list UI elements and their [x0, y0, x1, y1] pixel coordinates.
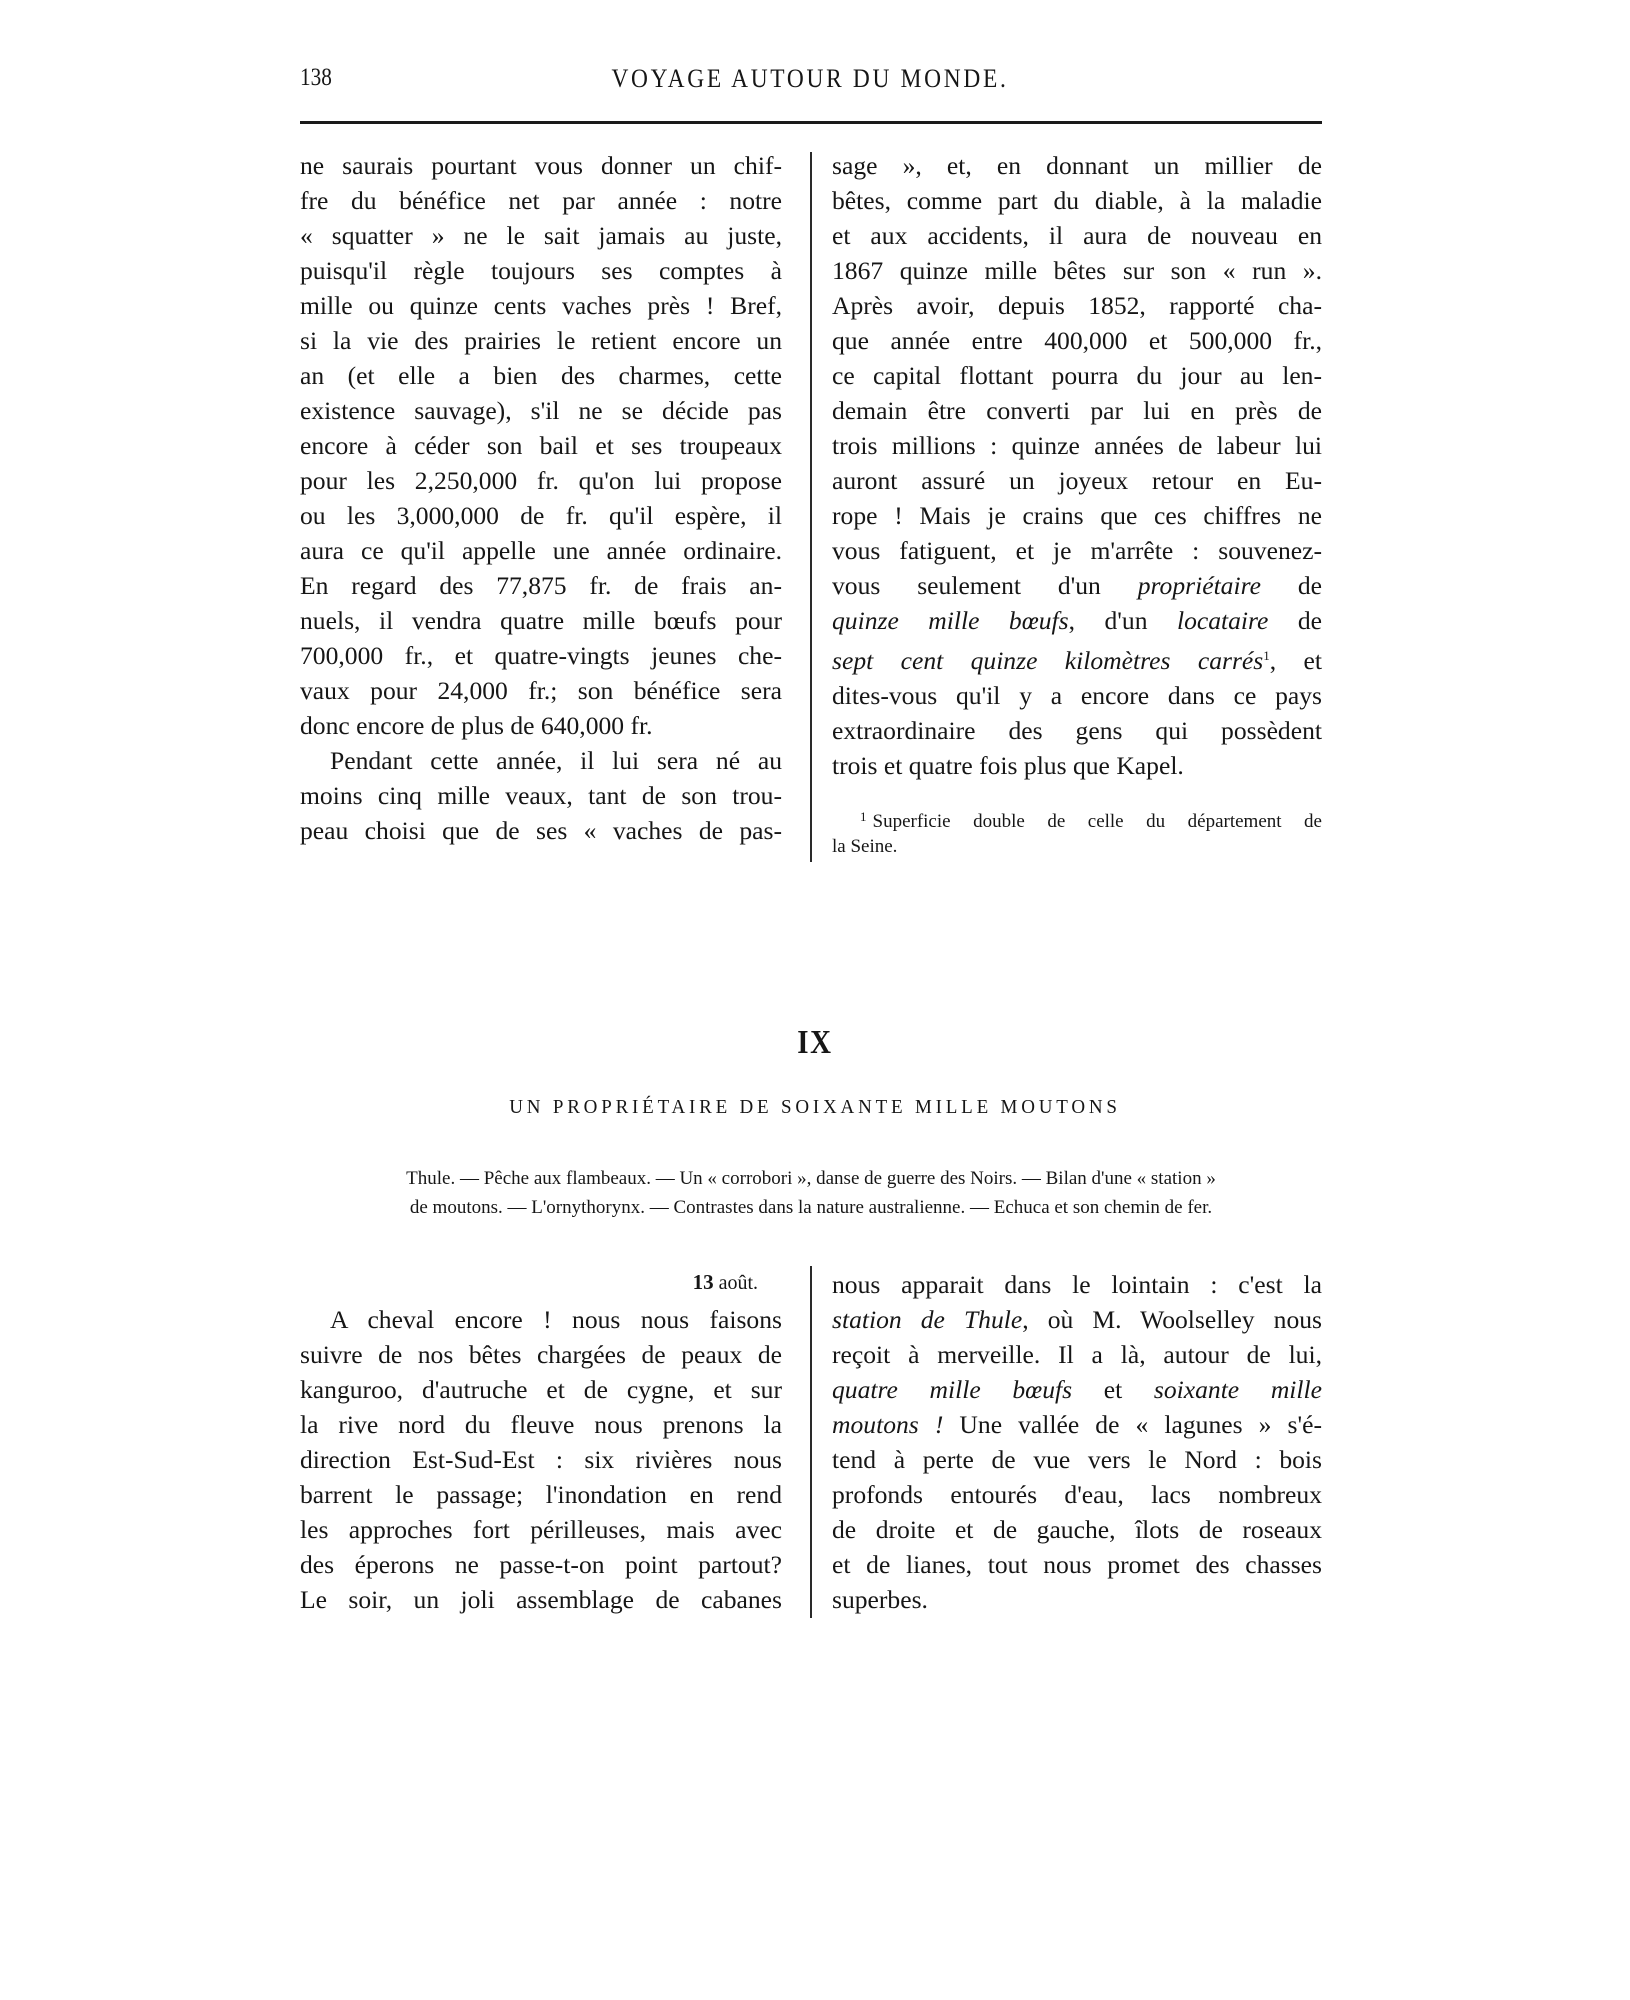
text-line: profonds entourés d'eau, lacs nombreux — [832, 1480, 1322, 1509]
italic-term: moutons ! — [832, 1410, 944, 1439]
text-line: existence sauvage), s'il ne se décide pas — [300, 396, 782, 425]
footnote-line: la Seine. — [832, 836, 898, 857]
paragraph — [300, 1302, 782, 1617]
italic-term: quinze mille bœufs — [832, 606, 1069, 635]
text-line: ne saurais pourtant vous donner un chif- — [300, 151, 782, 180]
paragraph — [300, 743, 782, 848]
column-divider — [810, 1266, 812, 1618]
chapter-number: IX — [797, 1024, 833, 1061]
text-line: si la vie des prairies le retient encore un — [300, 326, 782, 355]
text-line: suivre de nos bêtes chargées de peaux de — [300, 1340, 782, 1369]
text-line: les approches fort périlleuses, mais avec — [300, 1515, 782, 1544]
text-line: donc encore de plus de 640,000 fr. — [300, 711, 653, 740]
text-line: ce capital flottant pourra du jour au len- — [832, 361, 1322, 390]
text-line: barrent le passage; l'inondation en rend — [300, 1480, 782, 1509]
text-line — [832, 568, 1322, 603]
italic-term: soixante mille — [1153, 1375, 1322, 1404]
text-line: demain être converti par lui en près de — [832, 396, 1322, 425]
left-column-top — [300, 148, 782, 848]
footnote-line — [832, 804, 1322, 834]
text-line: 1867 quinze mille bêtes sur son « run ». — [832, 256, 1322, 285]
italic-term: sept cent quinze kilomètres carrés — [832, 646, 1264, 675]
paragraph — [300, 148, 782, 743]
date-month: août. — [718, 1272, 758, 1294]
text-line: des éperons ne passe-t-on point partout? — [300, 1550, 782, 1579]
date-day: 13 — [692, 1270, 714, 1294]
text-line: et aux accidents, il aura de nouveau en — [832, 221, 1322, 250]
text-line: reçoit à merveille. Il a là, autour de lui, — [832, 1340, 1322, 1369]
text-line: mille ou quinze cents vaches près ! Bref, — [300, 291, 782, 320]
text-line: an (et elle a bien des charmes, cette — [300, 361, 782, 390]
text-line: extraordinaire des gens qui possèdent — [832, 716, 1322, 745]
text-line: En regard des 77,875 fr. de frais an- — [300, 571, 782, 600]
text-line: trois et quatre fois plus que Kapel. — [832, 751, 1184, 780]
right-column-top — [832, 148, 1322, 783]
text-line: Après avoir, depuis 1852, rapporté cha- — [832, 291, 1322, 320]
text-line: kanguroo, d'autruche et de cygne, et sur — [300, 1375, 782, 1404]
text-line — [832, 638, 1322, 678]
text-line: direction Est-Sud-Est : six rivières nous — [300, 1445, 782, 1474]
right-column-bottom — [832, 1267, 1322, 1617]
italic-term: quatre mille bœufs — [832, 1375, 1073, 1404]
text-line: ou les 3,000,000 de fr. qu'il espère, il — [300, 501, 782, 530]
column-divider — [810, 152, 812, 862]
text-run: et — [1072, 1375, 1154, 1404]
text-line: moins cinq mille veaux, tant de son trou- — [300, 781, 782, 810]
text-line: que année entre 400,000 et 500,000 fr., — [832, 326, 1322, 355]
text-line: de droite et de gauche, îlots de roseaux — [832, 1515, 1322, 1544]
text-line: nous apparait dans le lointain : c'est la — [832, 1270, 1322, 1299]
text-run: , d'un — [1068, 606, 1177, 635]
footnote-text: Superficie double de celle du département de — [872, 811, 1322, 832]
text-line: tend à perte de vue vers le Nord : bois — [832, 1445, 1322, 1474]
page-number: 138 — [300, 64, 332, 91]
text-line: dites-vous qu'il y a encore dans ce pays — [832, 681, 1322, 710]
footnote-marker: 1 — [860, 809, 867, 824]
text-line — [832, 1372, 1322, 1407]
summary-line: Thule. — Pêche aux flambeaux. — Un « corrobori », danse de guerre des Noirs. — Bilan d'une « station » — [406, 1168, 1216, 1189]
text-line — [832, 1302, 1322, 1337]
running-title: VOYAGE AUTOUR DU MONDE. — [611, 64, 1009, 93]
text-run: Une vallée de « lagunes » s'é- — [943, 1410, 1322, 1439]
text-line: sage », et, en donnant un millier de — [832, 151, 1322, 180]
text-line: Pendant cette année, il lui sera né au — [330, 746, 782, 775]
text-line: et de lianes, tout nous promet des chasses — [832, 1550, 1322, 1579]
summary-line: de moutons. — L'ornythorynx. — Contrastes dans la nature australienne. — Echuca et son chemin de fer. — [409, 1197, 1213, 1218]
text-run: , où M. Woolselley nous — [1022, 1305, 1323, 1334]
text-line: aura ce qu'il appelle une année ordinaire. — [300, 536, 782, 565]
chapter-title: UN PROPRIÉTAIRE DE SOIXANTE MILLE MOUTONS — [509, 1096, 1121, 1118]
date-heading — [300, 1270, 758, 1295]
text-line: trois millions : quinze années de labeur lui — [832, 431, 1322, 460]
text-run: de — [1260, 571, 1322, 600]
text-run: , et — [1269, 646, 1322, 675]
text-run: vous seulement d'un — [832, 571, 1138, 600]
text-line: vaux pour 24,000 fr.; son bénéfice sera — [300, 676, 782, 705]
text-line: 700,000 fr., et quatre-vingts jeunes che- — [300, 641, 782, 670]
text-line: bêtes, comme part du diable, à la maladie — [832, 186, 1322, 215]
left-column-bottom — [300, 1302, 782, 1617]
italic-term: propriétaire — [1137, 571, 1261, 600]
running-head — [300, 64, 1320, 104]
footnote — [832, 804, 1322, 859]
text-line: puisqu'il règle toujours ses comptes à — [300, 256, 782, 285]
text-line: encore à céder son bail et ses troupeaux — [300, 431, 782, 460]
text-line: rope ! Mais je crains que ces chiffres ne — [832, 501, 1322, 530]
text-line: superbes. — [832, 1585, 928, 1614]
paragraph — [832, 148, 1322, 783]
text-line: pour les 2,250,000 fr. qu'on lui propose — [300, 466, 782, 495]
text-line: vous fatiguent, et je m'arrête : souvenez- — [832, 536, 1322, 565]
footnote-reference[interactable]: 1 — [1263, 648, 1270, 663]
text-line: peau choisi que de ses « vaches de pas- — [300, 816, 782, 845]
text-line: « squatter » ne le sait jamais au juste, — [300, 221, 782, 250]
text-line: nuels, il vendra quatre mille bœufs pour — [300, 606, 782, 635]
italic-term: locataire — [1176, 606, 1269, 635]
paragraph — [832, 1267, 1322, 1617]
chapter-summary — [300, 1164, 1322, 1222]
text-line: la rive nord du fleuve nous prenons la — [300, 1410, 782, 1439]
text-line — [832, 603, 1322, 638]
text-line: A cheval encore ! nous nous faisons — [330, 1305, 782, 1334]
text-line: auront assuré un joyeux retour en Eu- — [832, 466, 1322, 495]
text-line — [832, 1407, 1322, 1442]
text-line: Le soir, un joli assemblage de cabanes — [300, 1585, 782, 1614]
italic-term: station de Thule — [832, 1305, 1023, 1334]
text-run: de — [1268, 606, 1323, 635]
header-rule — [300, 121, 1322, 124]
text-line: fre du bénéfice net par année : notre — [300, 186, 782, 215]
